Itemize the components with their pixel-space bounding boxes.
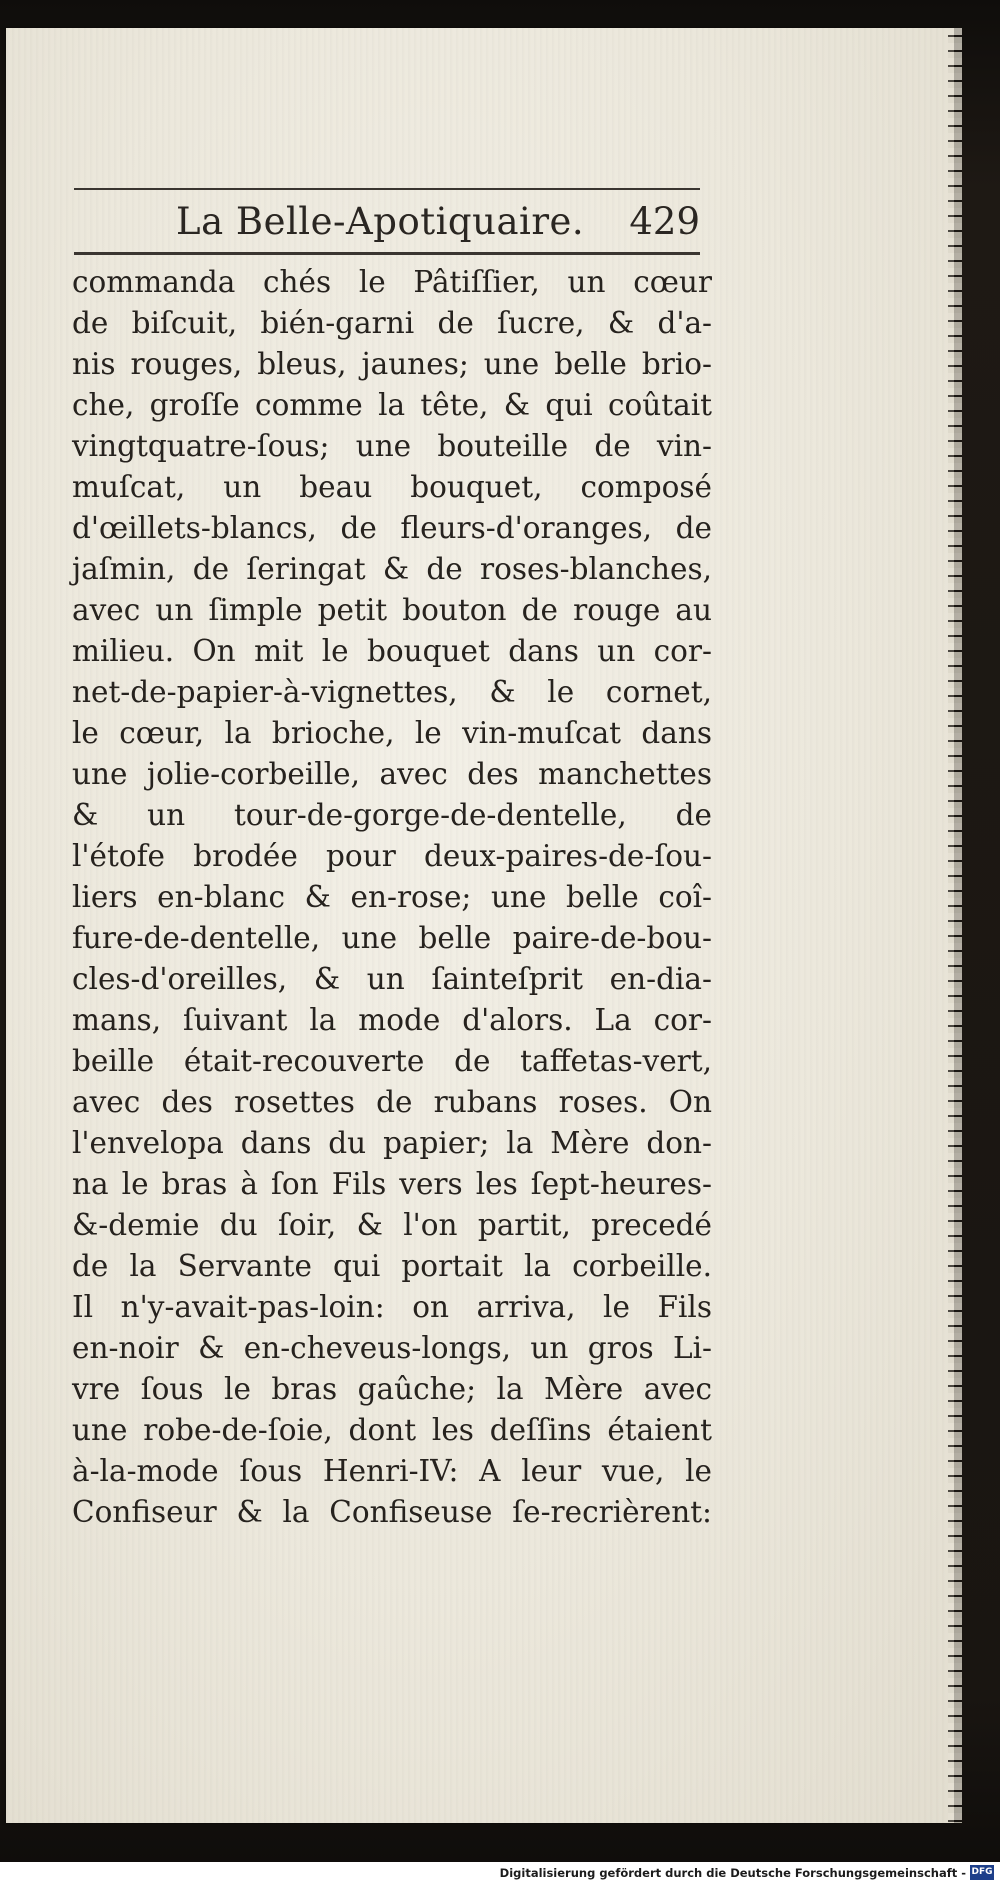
text-line: liers en-blanc & en-rose; une belle coî-	[72, 880, 712, 914]
funding-credit: Digitalisierung gefördert durch die Deutsche Forschungsgemeinschaft -	[499, 1866, 966, 1880]
text-line: en-noir & en-cheveus-longs, un gros Li-	[72, 1331, 712, 1365]
digitization-footer	[0, 1862, 1000, 1885]
text-line: de la Servante qui portait la corbeille.	[72, 1249, 712, 1283]
text-line: jaſmin, de ſeringat & de roses-blanches,	[72, 552, 712, 586]
text-line: le cœur, la brioche, le vin-muſcat dans	[72, 716, 712, 750]
text-line: avec des rosettes de rubans roses. On	[72, 1085, 712, 1119]
text-line: avec un ſimple petit bouton de rouge au	[72, 593, 712, 627]
text-line: muſcat, un beau bouquet, composé	[72, 470, 712, 504]
text-line: Il n'y-avait-pas-loin: on arriva, le Fils	[72, 1290, 712, 1324]
running-header	[74, 194, 700, 250]
text-line: une jolie-corbeille, avec des manchettes	[72, 757, 712, 791]
text-line: l'envelopa dans du papier; la Mère don-	[72, 1126, 712, 1160]
text-line: nis rouges, bleus, jaunes; une belle brio-	[72, 347, 712, 381]
book-page	[6, 28, 954, 1823]
text-line: cles-d'oreilles, & un ſainteſprit en-dia-	[72, 962, 712, 996]
text-line: de biſcuit, bién-garni de ſucre, & d'a-	[72, 306, 712, 340]
text-line: mans, ſuivant la mode d'alors. La cor-	[72, 1003, 712, 1037]
body-text	[72, 262, 712, 1533]
text-line: fure-de-dentelle, une belle paire-de-bou-	[72, 921, 712, 955]
text-line: & un tour-de-gorge-de-dentelle, de	[72, 798, 712, 832]
text-line: na le bras à ſon Fils vers les ſept-heures-	[72, 1167, 712, 1201]
text-line: vre ſous le bras gaûche; la Mère avec	[72, 1372, 712, 1406]
text-line: Confiseur & la Confiseuse ſe-recrièrent:	[72, 1495, 712, 1529]
text-line: une robe-de-ſoie, dont les deſſins étaient	[72, 1413, 712, 1447]
text-line: &-demie du ſoir, & l'on partit, precedé	[72, 1208, 712, 1242]
text-line: vingtquatre-ſous; une bouteille de vin-	[72, 429, 712, 463]
running-title: La Belle-Apotiquaire.	[176, 200, 585, 243]
text-line: l'étofe brodée pour deux-paires-de-ſou-	[72, 839, 712, 873]
dfg-logo: DFG	[970, 1865, 994, 1880]
text-line: d'œillets-blancs, de fleurs-d'oranges, de	[72, 511, 712, 545]
text-line: commanda chés le Pâtiſſier, un cœur	[72, 265, 712, 299]
text-line: milieu. On mit le bouquet dans un cor-	[72, 634, 712, 668]
header-rule-top	[74, 188, 700, 190]
page-number: 429	[629, 200, 700, 243]
text-line: net-de-papier-à-vignettes, & le cornet,	[72, 675, 712, 709]
text-line: à-la-mode ſous Henri-IV: A leur vue, le	[72, 1454, 712, 1488]
text-line: che, groſſe comme la tête, & qui coûtait	[72, 388, 712, 422]
text-line: beille était-recouverte de taffetas-vert,	[72, 1044, 712, 1078]
header-rule-bottom	[74, 252, 700, 255]
